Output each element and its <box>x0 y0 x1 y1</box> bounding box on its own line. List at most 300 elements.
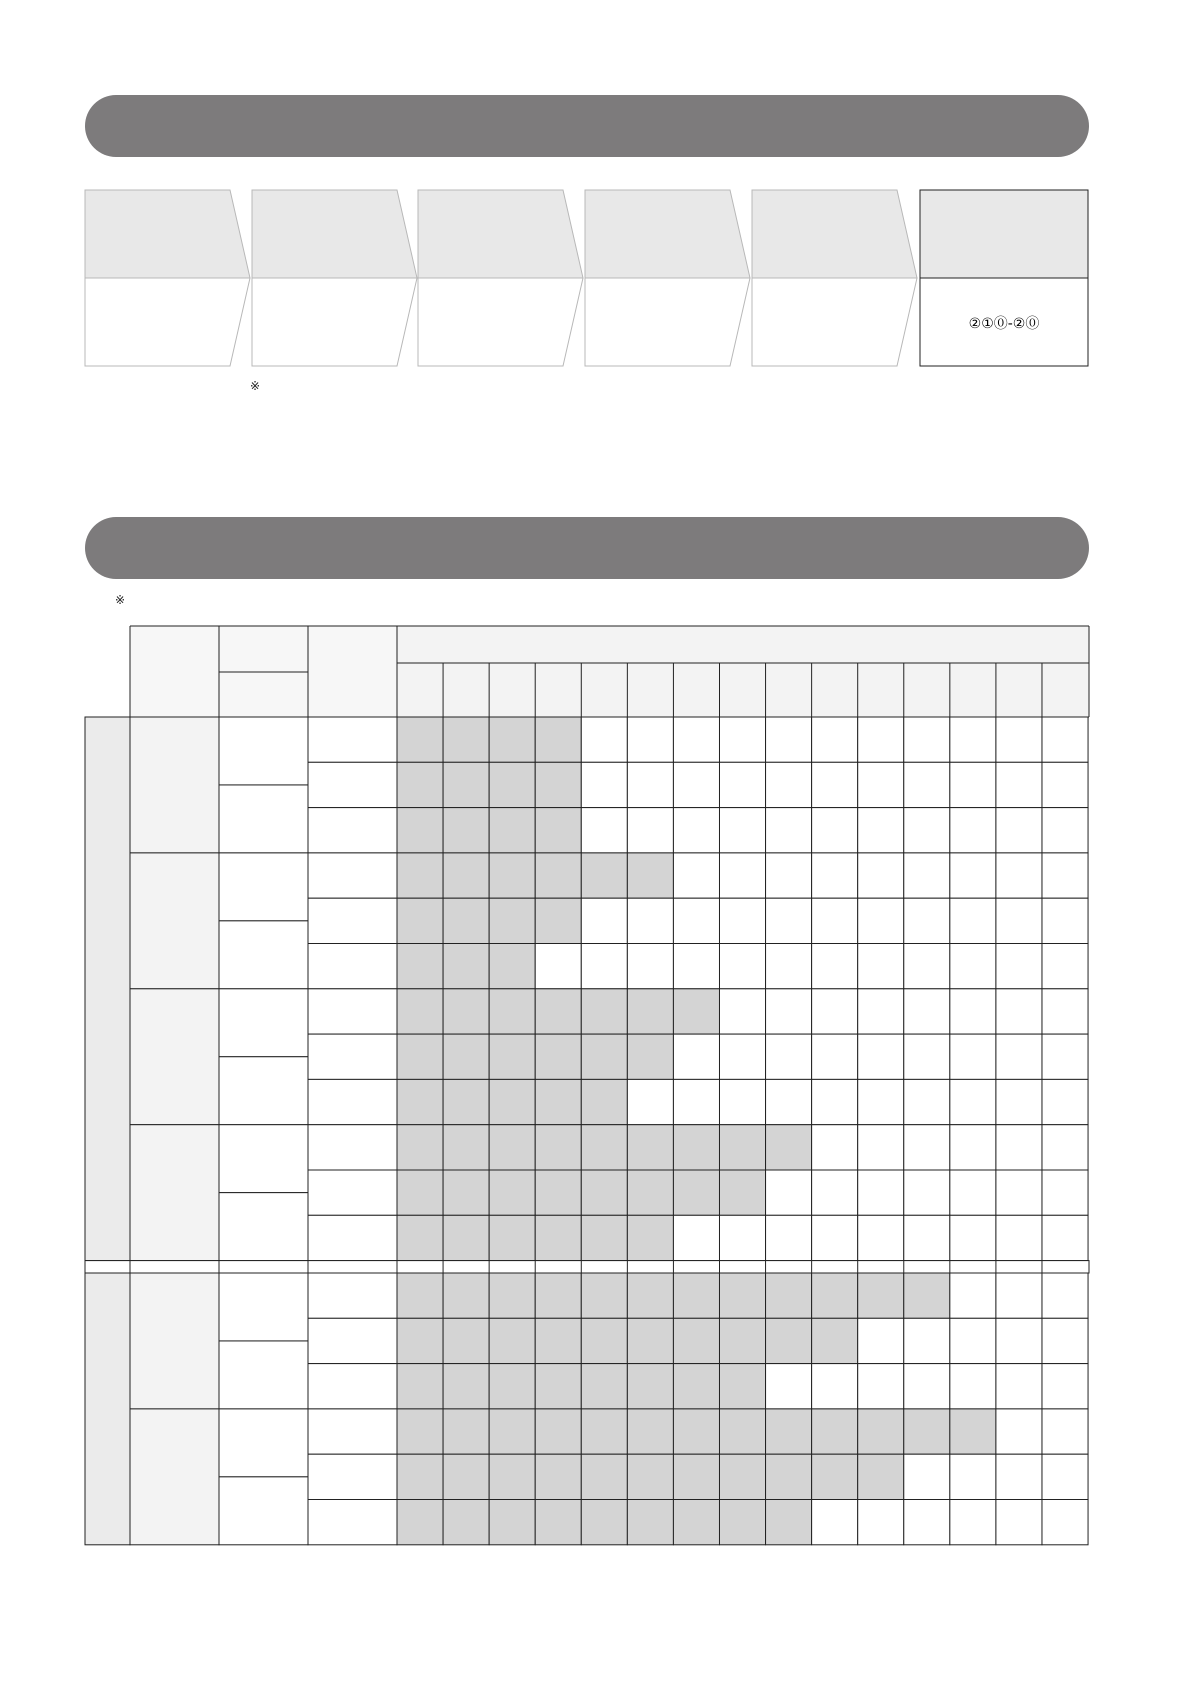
matrix-cell-shaded <box>397 1079 443 1124</box>
matrix-cell <box>673 898 719 943</box>
matrix-cell <box>766 717 812 762</box>
matrix-cell-shaded <box>673 1364 719 1409</box>
matrix-cell <box>858 1034 904 1079</box>
matrix-cell <box>904 1500 950 1545</box>
matrix-cell-shaded <box>673 1273 719 1318</box>
matrix-cell <box>1042 1318 1088 1363</box>
matrix-cell-shaded <box>489 1454 535 1499</box>
matrix-cell <box>1042 1409 1088 1454</box>
matrix-cell <box>673 1079 719 1124</box>
matrix-cell-shaded <box>489 1125 535 1170</box>
matrix-cell <box>812 898 858 943</box>
matrix-cell <box>766 1170 812 1215</box>
matrix-cell <box>812 1215 858 1260</box>
matrix-cell-shaded <box>397 853 443 898</box>
matrix-cell-shaded <box>535 1454 581 1499</box>
matrix-cell <box>996 1125 1042 1170</box>
group-2-band-1-sub-b <box>219 1341 308 1409</box>
matrix-cell <box>950 1364 996 1409</box>
matrix-cell <box>581 808 627 853</box>
matrix-cell-shaded <box>443 989 489 1034</box>
matrix-cell <box>904 944 950 989</box>
matrix-cell <box>719 762 765 807</box>
matrix-cell-shaded <box>719 1273 765 1318</box>
matrix-cell-shaded <box>535 1273 581 1318</box>
group-2-row-1-label <box>308 1273 397 1318</box>
matrix-cell <box>1042 1273 1088 1318</box>
matrix-cell <box>858 1318 904 1363</box>
matrix-cell <box>627 944 673 989</box>
matrix-cell-shaded <box>581 853 627 898</box>
matrix-cell <box>996 1454 1042 1499</box>
matrix-cell-shaded <box>581 1409 627 1454</box>
matrix-cell <box>950 1170 996 1215</box>
group-1-row-12-label <box>308 1215 397 1260</box>
matrix-cell <box>719 1079 765 1124</box>
matrix-cell <box>904 1318 950 1363</box>
matrix-cell <box>858 1364 904 1409</box>
matrix-cell-shaded <box>443 1125 489 1170</box>
matrix-cell-shaded <box>581 1079 627 1124</box>
matrix-cell <box>1042 762 1088 807</box>
matrix-cell <box>858 762 904 807</box>
matrix-cell <box>581 762 627 807</box>
matrix-cell-shaded <box>397 1034 443 1079</box>
matrix-cell <box>996 989 1042 1034</box>
matrix-cell-shaded <box>719 1364 765 1409</box>
matrix-cell-shaded <box>443 1273 489 1318</box>
matrix-cell <box>627 898 673 943</box>
matrix-cell <box>858 898 904 943</box>
matrix-cell <box>1042 989 1088 1034</box>
matrix-cell-shaded <box>535 898 581 943</box>
matrix-cell <box>1042 1170 1088 1215</box>
matrix-cell-shaded <box>627 853 673 898</box>
matrix-cell-shaded <box>673 1125 719 1170</box>
matrix-cell <box>858 808 904 853</box>
matrix-cell <box>904 989 950 1034</box>
matrix-cell <box>996 1364 1042 1409</box>
matrix-cell-shaded <box>489 1364 535 1409</box>
group-1-row-1-label <box>308 717 397 762</box>
matrix-cell-shaded <box>443 944 489 989</box>
group-1-band-4-sub-a <box>219 1125 308 1193</box>
matrix-cell <box>950 944 996 989</box>
matrix-cell-shaded <box>443 1034 489 1079</box>
matrix-cell-shaded <box>489 1500 535 1545</box>
matrix-cell <box>535 944 581 989</box>
matrix-cell-shaded <box>858 1454 904 1499</box>
matrix-cell-shaded <box>443 1454 489 1499</box>
matrix-cell <box>1042 1500 1088 1545</box>
matrix-cell-shaded <box>858 1409 904 1454</box>
matrix-cell <box>950 989 996 1034</box>
final-step-code: ②①⓪-②⓪ <box>968 316 1040 332</box>
matrix-cell <box>904 1454 950 1499</box>
matrix-cell-shaded <box>397 762 443 807</box>
matrix-cell-shaded <box>397 944 443 989</box>
matrix-cell-shaded <box>719 1170 765 1215</box>
matrix-cell <box>766 808 812 853</box>
matrix-cell <box>996 1079 1042 1124</box>
matrix-cell <box>996 717 1042 762</box>
matrix-cell-shaded <box>719 1409 765 1454</box>
matrix-cell-shaded <box>812 1318 858 1363</box>
matrix-cell-shaded <box>766 1454 812 1499</box>
matrix-cell <box>996 808 1042 853</box>
matrix-cell <box>950 717 996 762</box>
matrix-cell <box>812 1125 858 1170</box>
group-2-row-5-label <box>308 1454 397 1499</box>
matrix-cell-shaded <box>581 1125 627 1170</box>
matrix-cell <box>996 1034 1042 1079</box>
matrix-cell-shaded <box>443 1409 489 1454</box>
matrix-cell-shaded <box>719 1318 765 1363</box>
matrix-cell <box>904 1364 950 1409</box>
matrix-cell-shaded <box>489 989 535 1034</box>
group-1-row-9-label <box>308 1079 397 1124</box>
matrix-cell-shaded <box>489 717 535 762</box>
matrix-cell-shaded <box>397 1170 443 1215</box>
matrix-cell-shaded <box>489 1170 535 1215</box>
matrix-cell <box>812 853 858 898</box>
group-2-band-1-cell <box>130 1273 219 1409</box>
group-1-band-3-sub-a <box>219 989 308 1057</box>
matrix-cell-shaded <box>535 1170 581 1215</box>
matrix-cell <box>950 762 996 807</box>
matrix-cell <box>858 1500 904 1545</box>
matrix-cell-shaded <box>443 762 489 807</box>
matrix-cell-shaded <box>489 762 535 807</box>
matrix-cell <box>858 944 904 989</box>
matrix-cell <box>766 1034 812 1079</box>
matrix-cell <box>950 1454 996 1499</box>
matrix-cell <box>719 989 765 1034</box>
matrix-cell-shaded <box>581 1318 627 1363</box>
matrix-cell-shaded <box>581 1034 627 1079</box>
matrix-cell <box>673 1215 719 1260</box>
matrix-cell-shaded <box>766 1409 812 1454</box>
matrix-cell-shaded <box>719 1500 765 1545</box>
matrix-cell-shaded <box>489 1215 535 1260</box>
matrix-cell-shaded <box>397 989 443 1034</box>
matrix-cell-shaded <box>535 717 581 762</box>
matrix-cell-shaded <box>397 1500 443 1545</box>
matrix-cell-shaded <box>397 717 443 762</box>
group-2-row-4-label <box>308 1409 397 1454</box>
matrix-cell-shaded <box>489 898 535 943</box>
matrix-cell <box>812 1034 858 1079</box>
matrix-cell-shaded <box>397 1409 443 1454</box>
matrix-cell <box>950 898 996 943</box>
matrix-cell-shaded <box>627 1215 673 1260</box>
matrix-cell <box>996 1273 1042 1318</box>
matrix-cell-shaded <box>581 1454 627 1499</box>
matrix-cell <box>766 1079 812 1124</box>
matrix-cell <box>766 1364 812 1409</box>
matrix-cell <box>719 717 765 762</box>
group-1-band-1-sub-b <box>219 785 308 853</box>
matrix-cell-shaded <box>443 1215 489 1260</box>
matrix-cell-shaded <box>489 853 535 898</box>
matrix-cell <box>858 1079 904 1124</box>
matrix-cell <box>1042 853 1088 898</box>
matrix-cell-shaded <box>535 1034 581 1079</box>
matrix-cell <box>766 989 812 1034</box>
matrix-cell <box>766 944 812 989</box>
matrix-cell <box>719 808 765 853</box>
matrix-cell-shaded <box>489 1409 535 1454</box>
matrix-cell <box>996 1500 1042 1545</box>
matrix-cell-shaded <box>904 1273 950 1318</box>
matrix-cell <box>996 853 1042 898</box>
matrix-cell <box>996 1409 1042 1454</box>
matrix-cell <box>1042 944 1088 989</box>
matrix-cell-shaded <box>397 1364 443 1409</box>
matrix-cell <box>766 853 812 898</box>
matrix-cell-shaded <box>535 1409 581 1454</box>
matrix-cell-shaded <box>397 1273 443 1318</box>
matrix-cell <box>950 853 996 898</box>
matrix-cell <box>858 1170 904 1215</box>
matrix-cell <box>812 1500 858 1545</box>
note-mark-2: ※ <box>115 593 126 607</box>
matrix-cell <box>627 717 673 762</box>
group-1-label-cell <box>85 717 130 1261</box>
matrix-cell <box>581 944 627 989</box>
matrix-cell-shaded <box>535 1215 581 1260</box>
matrix-cell-shaded <box>673 1409 719 1454</box>
matrix-cell-shaded <box>397 898 443 943</box>
matrix-cell-shaded <box>766 1318 812 1363</box>
matrix-cell-shaded <box>812 1409 858 1454</box>
group-1-band-1-cell <box>130 717 219 853</box>
matrix-cell-shaded <box>627 989 673 1034</box>
group-1-row-11-label <box>308 1170 397 1215</box>
group-1-band-4-cell <box>130 1125 219 1261</box>
matrix-cell <box>950 1318 996 1363</box>
matrix-cell-shaded <box>535 1500 581 1545</box>
matrix-cell <box>950 808 996 853</box>
group-separator-row <box>85 1261 1089 1273</box>
matrix-cell-shaded <box>673 1318 719 1363</box>
matrix-cell-shaded <box>535 1079 581 1124</box>
matrix-cell-shaded <box>904 1409 950 1454</box>
matrix-cell <box>1042 1364 1088 1409</box>
matrix-cell <box>627 808 673 853</box>
matrix-cell-shaded <box>581 1500 627 1545</box>
matrix-cell-shaded <box>443 808 489 853</box>
matrix-cell <box>858 853 904 898</box>
matrix-cell-shaded <box>535 762 581 807</box>
matrix-cell-shaded <box>627 1454 673 1499</box>
matrix-cell <box>1042 1034 1088 1079</box>
matrix-cell <box>581 717 627 762</box>
matrix-cell-shaded <box>535 808 581 853</box>
group-2-label-cell <box>85 1273 130 1545</box>
matrix-cell <box>904 1125 950 1170</box>
matrix-cell-shaded <box>443 853 489 898</box>
group-1-band-2-sub-b <box>219 921 308 989</box>
group-2-band-2-sub-a <box>219 1409 308 1477</box>
matrix-cell-shaded <box>443 1364 489 1409</box>
matrix-cell <box>673 808 719 853</box>
group-1-band-4-sub-b <box>219 1193 308 1261</box>
matrix-cell <box>673 717 719 762</box>
matrix-cell <box>950 1125 996 1170</box>
matrix-cell <box>1042 717 1088 762</box>
matrix-cell-shaded <box>950 1409 996 1454</box>
matrix-cell-shaded <box>443 898 489 943</box>
matrix-cell <box>1042 898 1088 943</box>
matrix-cell-shaded <box>489 1273 535 1318</box>
group-1-row-2-label <box>308 762 397 807</box>
group-1-band-2-cell <box>130 853 219 989</box>
matrix-cell-shaded <box>766 1273 812 1318</box>
matrix-cell-shaded <box>581 1170 627 1215</box>
matrix-cell-shaded <box>627 1034 673 1079</box>
matrix-cell-shaded <box>581 1364 627 1409</box>
group-1-band-3-sub-b <box>219 1057 308 1125</box>
matrix-cell <box>812 762 858 807</box>
matrix-cell-shaded <box>673 1170 719 1215</box>
group-1-row-5-label <box>308 898 397 943</box>
matrix-cell-shaded <box>443 1500 489 1545</box>
matrix-cell <box>766 1215 812 1260</box>
matrix-cell <box>904 898 950 943</box>
matrix-cell <box>996 1318 1042 1363</box>
matrix-cell <box>904 762 950 807</box>
matrix-cell-shaded <box>489 944 535 989</box>
matrix-cell <box>1042 1079 1088 1124</box>
matrix-cell <box>950 1500 996 1545</box>
matrix-cell-shaded <box>858 1273 904 1318</box>
matrix-cell-shaded <box>397 1318 443 1363</box>
matrix-cell <box>858 1125 904 1170</box>
matrix-cell <box>812 1079 858 1124</box>
matrix-cell-shaded <box>673 1500 719 1545</box>
matrix-cell-shaded <box>812 1454 858 1499</box>
matrix-cell <box>581 898 627 943</box>
matrix-cell-shaded <box>443 1318 489 1363</box>
matrix-cell-shaded <box>489 808 535 853</box>
matrix-cell <box>766 898 812 943</box>
matrix-cell-shaded <box>581 1215 627 1260</box>
matrix-cell <box>1042 808 1088 853</box>
matrix-cell-shaded <box>719 1454 765 1499</box>
matrix-cell <box>812 717 858 762</box>
group-1-row-8-label <box>308 1034 397 1079</box>
matrix-cell <box>904 1079 950 1124</box>
matrix-cell-shaded <box>535 853 581 898</box>
matrix-cell <box>904 717 950 762</box>
matrix-cell <box>858 1215 904 1260</box>
matrix-cell <box>673 762 719 807</box>
matrix-cell-shaded <box>443 1170 489 1215</box>
matrix-cell <box>904 853 950 898</box>
matrix-cell-shaded <box>627 1273 673 1318</box>
group-2-row-2-label <box>308 1318 397 1363</box>
matrix-cell-shaded <box>766 1125 812 1170</box>
group-1-band-2-sub-a <box>219 853 308 921</box>
matrix-cell-shaded <box>627 1318 673 1363</box>
matrix-cell <box>673 1034 719 1079</box>
matrix-cell-shaded <box>489 1079 535 1124</box>
matrix-cell <box>627 762 673 807</box>
matrix-cell-shaded <box>627 1125 673 1170</box>
matrix-cell <box>996 898 1042 943</box>
matrix-cell <box>950 1034 996 1079</box>
matrix-cell-shaded <box>397 1215 443 1260</box>
matrix-cell <box>996 1215 1042 1260</box>
matrix-cell-shaded <box>489 1318 535 1363</box>
group-2-row-6-label <box>308 1500 397 1545</box>
matrix-cell <box>996 944 1042 989</box>
matrix-cell <box>627 1079 673 1124</box>
matrix-cell-shaded <box>397 808 443 853</box>
matrix-cell <box>673 944 719 989</box>
group-2-band-2-sub-b <box>219 1477 308 1545</box>
matrix-cell <box>858 989 904 1034</box>
matrix-cell <box>950 1273 996 1318</box>
group-1-row-6-label <box>308 944 397 989</box>
matrix-cell-shaded <box>397 1125 443 1170</box>
group-1-row-10-label <box>308 1125 397 1170</box>
matrix-cell <box>1042 1454 1088 1499</box>
matrix-cell <box>904 1034 950 1079</box>
matrix-cell <box>766 762 812 807</box>
matrix-cell <box>1042 1215 1088 1260</box>
matrix-cell <box>904 1170 950 1215</box>
group-2-band-1-sub-a <box>219 1273 308 1341</box>
matrix-cell <box>812 1364 858 1409</box>
matrix-cell-shaded <box>766 1500 812 1545</box>
matrix-cell-shaded <box>581 989 627 1034</box>
group-2-band-2-cell <box>130 1409 219 1545</box>
matrix-cell-shaded <box>535 1318 581 1363</box>
matrix-cell <box>719 944 765 989</box>
matrix-cell-shaded <box>673 1454 719 1499</box>
matrix-cell-shaded <box>627 1364 673 1409</box>
matrix-cell-shaded <box>627 1409 673 1454</box>
matrix-cell-shaded <box>627 1500 673 1545</box>
matrix-cell <box>673 853 719 898</box>
matrix-cell <box>904 808 950 853</box>
matrix-cell-shaded <box>581 1273 627 1318</box>
matrix-cell <box>812 989 858 1034</box>
matrix-cell <box>812 944 858 989</box>
matrix-cell <box>812 808 858 853</box>
matrix-cell <box>858 717 904 762</box>
column-header-bg <box>397 626 1089 717</box>
matrix-cell <box>996 762 1042 807</box>
group-1-row-3-label <box>308 808 397 853</box>
matrix-cell-shaded <box>812 1273 858 1318</box>
matrix-cell <box>904 1215 950 1260</box>
matrix-cell <box>719 1034 765 1079</box>
matrix-cell <box>719 898 765 943</box>
matrix-cell-shaded <box>443 1079 489 1124</box>
matrix-cell-shaded <box>535 989 581 1034</box>
matrix-cell <box>950 1079 996 1124</box>
matrix-cell <box>719 1215 765 1260</box>
matrix-cell-shaded <box>673 989 719 1034</box>
group-1-band-1-sub-a <box>219 717 308 785</box>
group-1-band-3-cell <box>130 989 219 1125</box>
matrix-cell-shaded <box>627 1170 673 1215</box>
group-1-row-7-label <box>308 989 397 1034</box>
matrix-cell-shaded <box>719 1125 765 1170</box>
